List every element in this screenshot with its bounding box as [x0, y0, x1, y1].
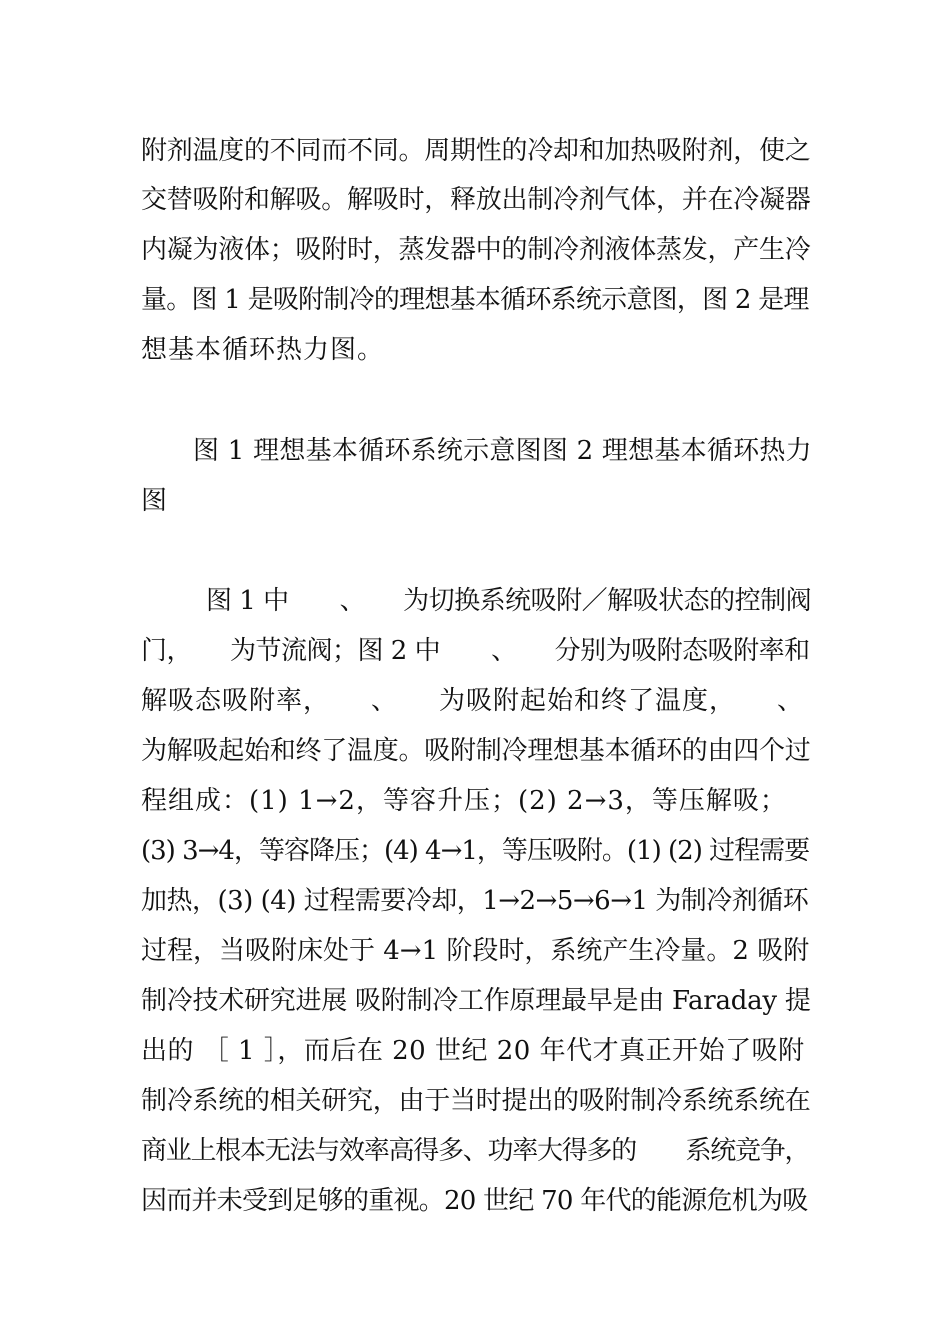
paragraph-2-line-8: 过程，当吸附床处于 4→1 阶段时，系统产生冷量。2 吸附 — [141, 936, 810, 966]
paragraph-2-line-5: 程组成：(1) 1→2，等容升压；(2) 2→3，等压解吸； — [141, 786, 787, 816]
paragraph-2-line-11: 制冷系统的相关研究，由于当时提出的吸附制冷系统系统在 — [141, 1086, 811, 1116]
paragraph-2-line-7: 加热，(3) (4) 过程需要冷却，1→2→5→6→1 为制冷剂循环 — [141, 886, 809, 916]
paragraph-1-line-3: 内凝为液体；吸附时，蒸发器中的制冷剂液体蒸发，产生冷 — [141, 235, 811, 265]
paragraph-1-line-1: 附剂温度的不同而不同。周期性的冷却和加热吸附剂，使之 — [141, 136, 811, 166]
paragraph-1-line-2: 交替吸附和解吸。解吸时，释放出制冷剂气体，并在冷凝器 — [141, 185, 811, 215]
paragraph-2-line-9: 制冷技术研究进展 吸附制冷工作原理最早是由 Faraday 提 — [141, 986, 811, 1016]
figure-caption-line-1: 图 1 理想基本循环系统示意图图 2 理想基本循环热力 — [193, 436, 812, 466]
figure-caption-line-2: 图 — [141, 486, 169, 516]
paragraph-1-line-5: 想基本循环热力图。 — [141, 335, 385, 365]
paragraph-2-line-2: 门， 为节流阀；图 2 中 、 分别为吸附态吸附率和 — [141, 636, 810, 666]
paragraph-2-line-4: 为解吸起始和终了温度。吸附制冷理想基本循环的由四个过 — [141, 736, 811, 766]
paragraph-2-line-10: 出的 ［ 1 ］，而后在 20 世纪 20 年代才真正开始了吸附 — [141, 1036, 805, 1066]
paragraph-2-line-3: 解吸态吸附率， 、 为吸附起始和终了温度， 、 — [141, 686, 805, 716]
paragraph-2-line-6: (3) 3→4，等容降压；(4) 4→1，等压吸附。(1) (2) 过程需要 — [141, 836, 810, 866]
paragraph-2-line-12: 商业上根本无法与效率高得多、功率大得多的 系统竞争， — [141, 1136, 810, 1166]
paragraph-2-line-1: 图 1 中 、 为切换系统吸附／解吸状态的控制阀 — [206, 586, 812, 616]
paragraph-1-line-4: 量。图 1 是吸附制冷的理想基本循环系统示意图，图 2 是理 — [141, 285, 809, 315]
paragraph-2-line-13: 因而并未受到足够的重视。20 世纪 70 年代的能源危机为吸 — [141, 1186, 808, 1216]
